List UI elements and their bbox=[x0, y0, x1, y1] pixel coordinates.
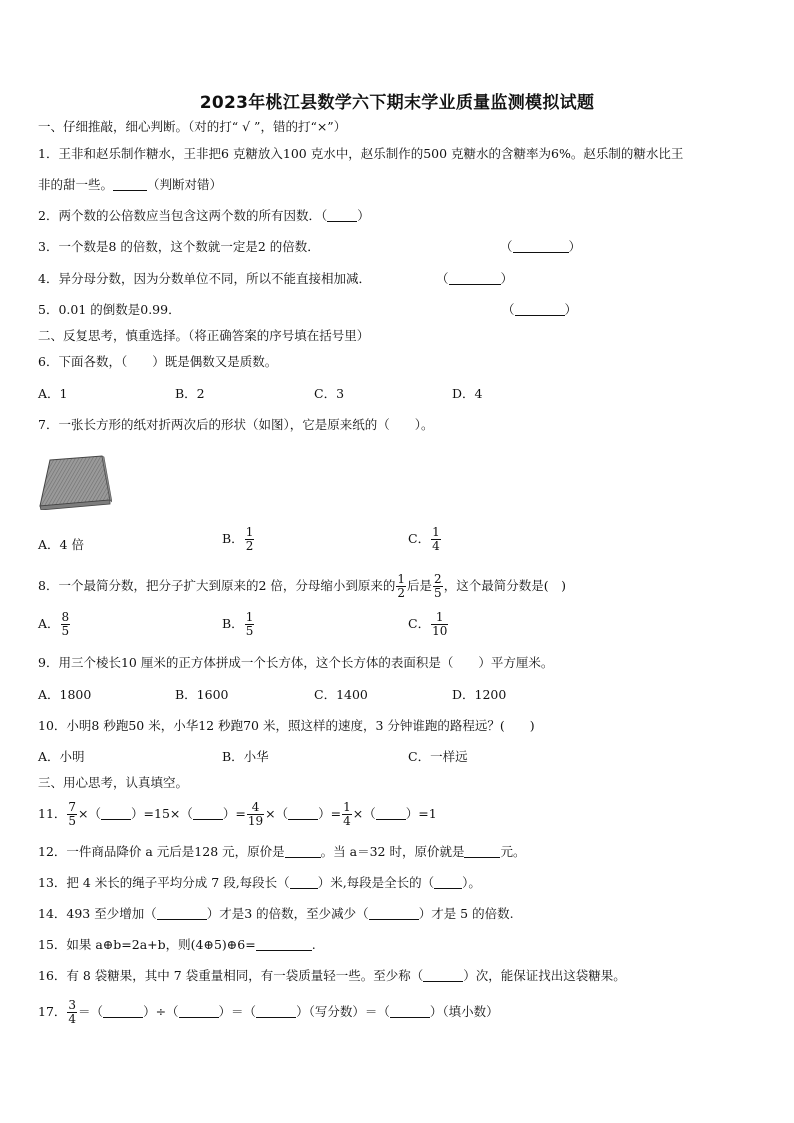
question-number: 11． bbox=[38, 806, 67, 821]
question-6-option-d[interactable]: D．4 bbox=[452, 386, 483, 401]
question-1-line-2 bbox=[38, 176, 222, 194]
question-12-text: 12．一件商品降价 a 元后是128 元，原价是 bbox=[38, 844, 285, 859]
numerator: 7 bbox=[68, 800, 77, 814]
section-heading-1: 一、仔细推敲，细心判断。（对的打“ √ ”，错的打“×”） bbox=[38, 119, 347, 134]
expr-text: ）=15×（ bbox=[131, 806, 193, 821]
question-16-text: ）次，能保证找出这袋糖果。 bbox=[463, 968, 626, 983]
denominator: 5 bbox=[61, 624, 70, 638]
question-8-option-b[interactable] bbox=[222, 611, 255, 638]
numerator: 1 bbox=[397, 572, 406, 586]
answer-blank[interactable] bbox=[157, 905, 207, 920]
paren-left: （ bbox=[500, 239, 513, 254]
paren-right: ） bbox=[564, 302, 578, 317]
denominator: 4 bbox=[68, 1012, 77, 1026]
fraction bbox=[431, 526, 441, 553]
question-12-text: 元。 bbox=[500, 844, 526, 859]
question-1-text: 非的甜一些。 bbox=[38, 177, 114, 192]
option-label: C． bbox=[408, 531, 431, 546]
expr-text: ＝（ bbox=[78, 1004, 104, 1019]
answer-blank[interactable] bbox=[179, 1003, 219, 1018]
denominator: 2 bbox=[245, 539, 254, 553]
numerator: 1 bbox=[245, 525, 254, 539]
fraction bbox=[67, 999, 77, 1026]
question-13-text: ）。 bbox=[462, 875, 481, 890]
question-6-option-c[interactable]: C．3 bbox=[314, 386, 345, 401]
answer-blank[interactable] bbox=[515, 301, 565, 316]
question-8-option-a[interactable] bbox=[38, 611, 71, 638]
answer-blank[interactable] bbox=[390, 1003, 430, 1018]
denominator: 5 bbox=[68, 814, 77, 828]
question-10-option-b[interactable]: B．小华 bbox=[222, 749, 269, 764]
expr-text: ）= bbox=[222, 806, 246, 821]
question-8-text: 8．一个最简分数，把分子扩大到原来的2 倍，分母缩小到原来的 bbox=[38, 578, 396, 593]
answer-blank[interactable] bbox=[101, 805, 131, 820]
question-14 bbox=[38, 905, 514, 923]
question-2 bbox=[38, 207, 370, 225]
question-17 bbox=[38, 995, 499, 1029]
fraction bbox=[431, 611, 448, 638]
fraction bbox=[61, 611, 71, 638]
question-8-text: 后是 bbox=[407, 578, 433, 593]
question-7-option-c[interactable] bbox=[408, 526, 442, 553]
numerator: 3 bbox=[68, 998, 77, 1012]
question-8-option-c[interactable] bbox=[408, 611, 449, 638]
paren-right: ） bbox=[568, 239, 582, 254]
fraction bbox=[433, 573, 443, 600]
question-2-suffix: ） bbox=[357, 208, 370, 223]
expr-text: ）（填小数） bbox=[429, 1004, 499, 1019]
fraction bbox=[245, 526, 255, 553]
answer-blank[interactable] bbox=[113, 176, 147, 191]
denominator: 4 bbox=[432, 539, 440, 553]
denominator: 5 bbox=[245, 624, 254, 638]
question-4-answer bbox=[436, 270, 513, 288]
question-3-text: 3．一个数是8 的倍数，这个数就一定是2 的倍数． bbox=[38, 239, 320, 254]
question-1-suffix: （判断对错） bbox=[147, 177, 223, 192]
option-label: A． bbox=[38, 616, 60, 631]
question-3-answer bbox=[500, 238, 581, 256]
answer-blank[interactable] bbox=[423, 967, 463, 982]
expr-text: ×（ bbox=[352, 806, 376, 821]
numerator: 1 bbox=[245, 610, 254, 624]
question-14-text: ）才是 5 的倍数. bbox=[418, 906, 514, 921]
numerator: 8 bbox=[61, 610, 70, 624]
answer-blank[interactable] bbox=[449, 270, 501, 285]
question-9-option-c[interactable]: C．1400 bbox=[314, 687, 368, 702]
fraction bbox=[396, 573, 406, 600]
question-9-option-a[interactable]: A．1800 bbox=[38, 687, 92, 702]
question-16 bbox=[38, 967, 626, 985]
fraction bbox=[245, 611, 255, 638]
question-8-text: ，这个最简分数是( ) bbox=[443, 578, 566, 593]
question-7-option-b[interactable] bbox=[222, 526, 255, 553]
answer-blank[interactable] bbox=[434, 874, 462, 889]
denominator: 5 bbox=[434, 586, 442, 600]
question-15-text: 15．如果 a⊕b=2a+b，则(4⊕5)⊕6= bbox=[38, 937, 256, 952]
question-7-option-a[interactable]: A．4 倍 bbox=[38, 537, 84, 552]
numerator: 1 bbox=[435, 610, 444, 624]
question-14-text: 14．493 至少增加（ bbox=[38, 906, 157, 921]
expr-text: ）＝（ bbox=[218, 1004, 257, 1019]
question-5-text: 5．0.01 的倒数是0.99． bbox=[38, 302, 181, 317]
question-13-text: ）米,每段是全长的（ bbox=[317, 875, 435, 890]
question-6-option-b[interactable]: B．2 bbox=[175, 386, 205, 401]
expr-text: ×（ bbox=[265, 806, 289, 821]
answer-blank[interactable] bbox=[327, 207, 357, 222]
expr-text: ）（写分数）＝（ bbox=[296, 1004, 390, 1019]
answer-blank[interactable] bbox=[288, 805, 318, 820]
section-heading-2: 二、反复思考，慎重选择。（将正确答案的序号填在括号里） bbox=[38, 328, 370, 343]
fraction bbox=[342, 801, 352, 828]
question-12-text: 。当 a＝32 时，原价就是 bbox=[320, 844, 465, 859]
question-8 bbox=[38, 573, 566, 600]
question-5-answer bbox=[502, 301, 577, 319]
question-12 bbox=[38, 843, 525, 861]
denominator: 2 bbox=[397, 586, 406, 600]
question-9-option-d[interactable]: D．1200 bbox=[452, 687, 507, 702]
answer-blank[interactable] bbox=[256, 936, 312, 951]
numerator: 1 bbox=[432, 525, 440, 539]
answer-blank[interactable] bbox=[369, 905, 419, 920]
numerator: 4 bbox=[251, 800, 260, 814]
question-6-option-a[interactable]: A．1 bbox=[38, 386, 68, 401]
question-number: 17． bbox=[38, 1004, 67, 1019]
paren-left: （ bbox=[502, 302, 515, 317]
answer-blank[interactable] bbox=[513, 238, 569, 253]
question-15-text: . bbox=[311, 937, 316, 952]
answer-blank[interactable] bbox=[103, 1003, 143, 1018]
question-13 bbox=[38, 874, 481, 892]
answer-blank[interactable] bbox=[464, 843, 500, 858]
paren-right: ） bbox=[500, 271, 514, 286]
answer-blank[interactable] bbox=[285, 843, 321, 858]
option-label: B． bbox=[222, 531, 244, 546]
question-14-text: ）才是3 的倍数，至少减少（ bbox=[206, 906, 369, 921]
question-4-text: 4．异分母分数，因为分数单位不同，所以不能直接相加减． bbox=[38, 271, 371, 286]
folded-paper-image bbox=[36, 454, 112, 510]
option-label: C． bbox=[408, 616, 431, 631]
question-10: 10．小明8 秒跑50 米，小华12 秒跑70 米，照这样的速度，3 分钟谁跑的路程远？( ) bbox=[38, 718, 535, 733]
fraction bbox=[247, 801, 264, 828]
answer-blank[interactable] bbox=[376, 805, 406, 820]
question-1-line-1: 1．王非和赵乐制作糖水，王非把6 克糖放入100 克水中，赵乐制作的500 克糖水的含糖率为6%。赵乐制的糖水比王 bbox=[38, 146, 684, 161]
expr-text: ）=1 bbox=[405, 806, 437, 821]
answer-blank[interactable] bbox=[290, 874, 318, 889]
expr-text: ）÷（ bbox=[143, 1004, 179, 1019]
question-10-option-c[interactable]: C．一样远 bbox=[408, 749, 468, 764]
paren-left: （ bbox=[436, 271, 449, 286]
question-10-option-a[interactable]: A．小明 bbox=[38, 749, 85, 764]
numerator: 1 bbox=[343, 800, 351, 814]
answer-blank[interactable] bbox=[193, 805, 223, 820]
option-label: B． bbox=[222, 616, 244, 631]
fraction bbox=[67, 801, 77, 828]
question-9-option-b[interactable]: B．1600 bbox=[175, 687, 229, 702]
denominator: 4 bbox=[343, 814, 351, 828]
section-heading-3: 三、用心思考，认真填空。 bbox=[38, 775, 189, 790]
denominator: 10 bbox=[432, 624, 448, 638]
expr-text: ×（ bbox=[78, 806, 102, 821]
question-11 bbox=[38, 797, 437, 831]
denominator: 19 bbox=[247, 814, 264, 828]
question-2-text: 2．两个数的公倍数应当包含这两个数的所有因数．（ bbox=[38, 208, 328, 223]
numerator: 2 bbox=[434, 572, 442, 586]
page-title: 2023年桃江县数学六下期末学业质量监测模拟试题 bbox=[199, 93, 595, 113]
question-9: 9．用三个棱长10 厘米的正方体拼成一个长方体，这个长方体的表面积是（ ）平方厘米。 bbox=[38, 655, 554, 670]
question-16-text: 16．有 8 袋糖果，其中 7 袋重量相同，有一袋质量轻一些。至少称（ bbox=[38, 968, 424, 983]
question-7: 7．一张长方形的纸对折两次后的形状（如图），它是原来纸的（ ）。 bbox=[38, 417, 434, 432]
expr-text: ）= bbox=[318, 806, 342, 821]
question-15 bbox=[38, 936, 316, 954]
question-13-text: 13．把 4 米长的绳子平均分成 7 段,每段长（ bbox=[38, 875, 290, 890]
answer-blank[interactable] bbox=[256, 1003, 296, 1018]
question-6: 6．下面各数，（ ）既是偶数又是质数。 bbox=[38, 354, 278, 369]
